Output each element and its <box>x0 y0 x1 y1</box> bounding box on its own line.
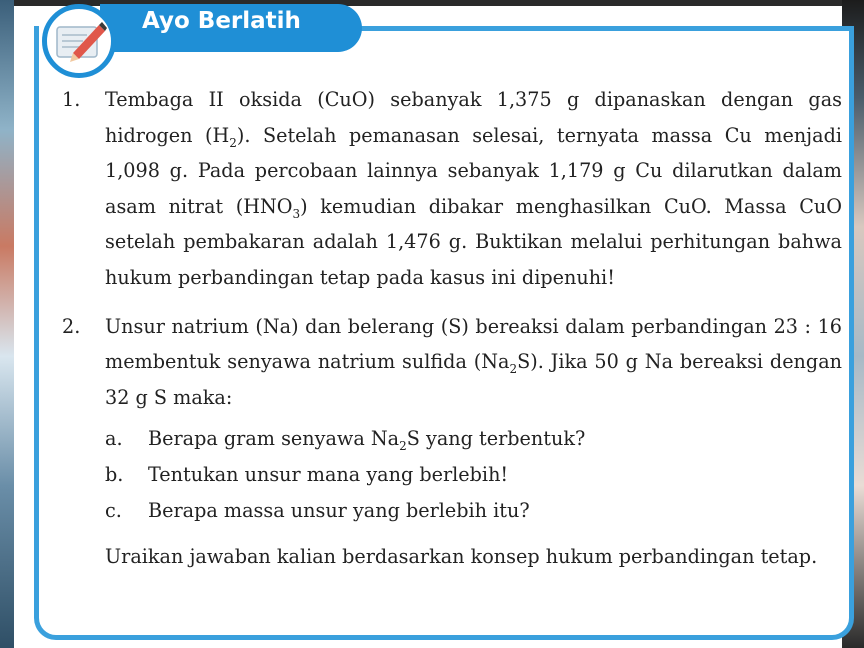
question-2-number: 2. <box>62 314 81 338</box>
sub-question-b-text: Tentukan unsur mana yang berlebih! <box>148 462 509 486</box>
question-1 <box>62 82 842 296</box>
sub-question-b <box>105 457 842 493</box>
sub-question-c-letter: c. <box>105 498 122 522</box>
sub-question-a <box>105 421 842 457</box>
exercise-content <box>62 82 842 575</box>
exercise-box-top-border <box>330 26 854 31</box>
background-photo-left <box>0 0 14 648</box>
question-2 <box>62 309 842 575</box>
question-2-closing: Uraikan jawaban kalian berdasarkan konsep hukum perbandingan tetap. <box>105 545 818 569</box>
question-2-text: Unsur natrium (Na) dan belerang (S) bereaksi dalam perbandingan 23 : 16 membentuk senyawa natrium sulfida $(Na_2S)$. Jika 50 g Na bereaksi dengan 32 g S maka: <box>105 314 842 409</box>
header-title: Ayo Berlatih <box>142 8 301 34</box>
question-1-text: Tembaga II oksida (CuO) sebanyak 1,375 g dipanaskan dengan gas hidrogen $(H_2)$. Setelah pemanasan selesai, ternyata massa Cu menjadi 1,098 g. Pada percobaan lainnya sebanyak 1,179 g Cu dilarutkan dalam asam nitrat $(HNO_3)$ kemudian dibakar menghasilkan CuO. Massa CuO setelah pembakaran adalah 1,476 g. Buktikan melalui perhitungan bahwa hukum perbandingan tetap pada kasus ini dipenuhi! <box>105 88 842 289</box>
question-1-number: 1. <box>62 88 81 111</box>
practice-pencil-icon <box>42 4 116 78</box>
sub-question-a-letter: a. <box>105 427 123 451</box>
question-2-sub-list <box>105 421 842 528</box>
sub-question-b-letter: b. <box>105 462 124 486</box>
sub-question-c-text: Berapa massa unsur yang berlebih itu? <box>148 498 530 522</box>
sub-question-c <box>105 493 842 529</box>
sub-question-a-text: Berapa gram senyawa $Na_2S$ yang terbentuk? <box>148 427 586 454</box>
